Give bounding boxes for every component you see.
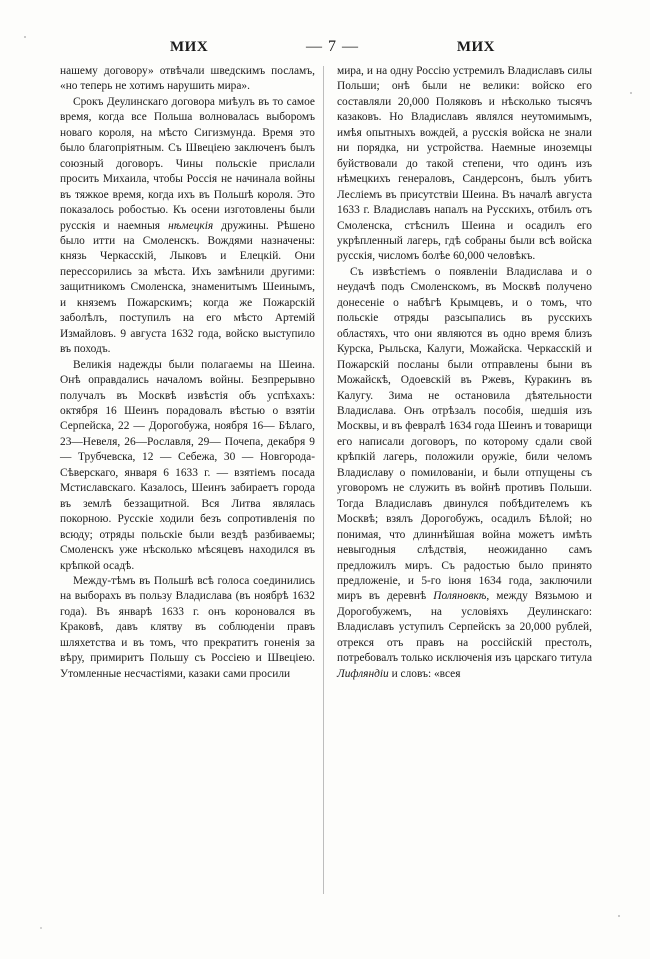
column-right xyxy=(337,64,592,894)
column-left xyxy=(60,64,315,894)
text-body xyxy=(60,64,592,894)
paragraph: мира, и на одну Россію устремилъ Владиславъ силы Польши; онѣ были не велики: войско его составляли 20,000 Поляковъ и нѣсколько тысячъ казаковъ. Но Владиславъ являлся неутомимымъ, имѣя опытныхъ вождей, а русскія войска не знали ни порядка, ни устройства. Наемные иноземцы буйствовали до такой степени, что одинъ изъ нѣмецкихъ генераловъ, Сандерсонъ, былъ убитъ Лесліемъ въ присутствіи Шеина. Въ началѣ августа 1633 г. Владиславъ напалъ на Русскихъ, отбилъ отъ Смоленска, стѣснилъ Шеина и осадилъ его укрѣпленный лагерь, гдѣ собраны были всѣ войска русскія, числомъ болѣе 60,000 человѣкъ. xyxy=(337,65,592,263)
speck-top-right xyxy=(630,92,632,94)
speck-bottom-left xyxy=(40,927,42,929)
paragraph: Съ извѣстіемъ о появленіи Владислава и о неудачѣ подъ Смоленскомъ, въ Москвѣ получено донесеніе о набѣгѣ Крымцевъ, и о томъ, что польскіе отряды разсыпались въ русскихъ областяхъ, что они являются въ одно время близъ Курска, Рыльска, Калуги, Можайска. Черкасскій и Пожарскій посланы были отправлены быни въ Можайскѣ, Одоевскій въ Ржевъ, Куракинъ въ Калугу. Зима не остановила дѣятельности Владислава. Онъ отрѣзалъ пособія, шедшія изъ Москвы, и въ февралѣ 1634 года Шеинъ и товарищи его написали договоръ, по которому сдали свой крѣпкій лагерь, положили оружіе, били челомъ Владиславу о помилованіи, и были отпущены съ уговоромъ не служить въ войнѣ противъ Польши. Тогда Владиславъ двинулся побѣдителемъ къ Москвѣ; взялъ Дорогобужъ, осадилъ Бѣлой; но понимая, что длиннѣйшая война можетъ имѣть невыгодныя слѣдствія, неожиданно самъ предложилъ миръ. Съ радостью было принято предложеніе, и 5-го іюня 1634 года, заключили миръ въ деревнѣ Поляновкѣ, между Вязьмою и Дорогобужемъ, на условіяхъ Деулинскаго: Владиславъ уступилъ Серпейскъ за 20,000 рублей, отрекся отъ правъ на россійскій престолъ, потребовалъ только исключенія изъ царскаго титула Лифляндіи и словъ: «всея xyxy=(337,265,592,680)
running-head-right: МИХ xyxy=(456,39,495,55)
paragraph: Между-тѣмъ въ Польшѣ всѣ голоса соединились на выборахъ въ пользу Владислава (въ ноябрѣ 1632 года). Въ январѣ 1633 г. онъ короновался въ Краковѣ, давъ клятву въ соблюденіи правъ шляхетства и въ томъ, что прекратитъ гоненія за вѣру, примиритъ Польшу съ Россіею и Швеціею. Утомленные несчастіями, казаки сами просили xyxy=(60,574,315,680)
page-number: — 7 — xyxy=(306,38,359,55)
running-head-left: МИХ xyxy=(170,39,209,55)
speck-bottom-right xyxy=(618,915,620,917)
page-header xyxy=(60,38,590,60)
paragraph: Срокъ Деулинскаго договора миѣулъ въ то самое время, когда все Польша волновалась выборомъ новаго короля, на мѣсто Сигизмунда. Время это было благопріятным. Съ Швеціею заключенъ былъ союзный договоръ. Чины польскіе прислали просить Михаила, чтобы Россія не начинала войны въ тяжкое время, когда ихъ въ Польшѣ короля. Это показалось робостью. Къ осени изготовлены были русскія и наемныя нѣмецкія дружины. Рѣшено было итти на Смоленскъ. Вождями назначены: князь Черкасскій, Лыковъ и Елецкій. Они перессорились за мѣста. Ихъ замѣнили другими: защитникомъ Смоленска, знаменитымъ Шеинымъ, и княземъ Пожарскимъ; когда же Пожарскій заболѣлъ, поступилъ на его мѣсто Артемій Измайловъ. 9 августа 1632 года, войско выступило въ походъ. xyxy=(60,95,315,356)
paragraph: нашему договору» отвѣчали шведскимъ посламъ, «но теперь не хотимъ нарушить мира». xyxy=(60,65,315,93)
paragraph: Великія надежды были полагаемы на Шеина. Онѣ оправдались началомъ войны. Безпрерывно получалъ въ Москвѣ извѣстія объ успѣхахъ: октября 16 Шеинъ порадовалъ вѣстью о взятіи Серпейска, 22 — Дорогобужа, ноября 16— Бѣлаго, 23—Невеля, 26—Рославля, 29— Почепа, декабря 9 — Трубчевска, 12 — Себежа, 30 — Новгорода-Сѣверскаго, января 6 1633 г. — взятіемъ посада Мстиславскаго. Казалось, Шеинъ забираетъ города въ землѣ беззащитной. Вся Литва являлась покорною. Русскіе ходили безъ сопротивленія по всюду; отряды польскіе были вездѣ разбиваемы; Смоленскъ уже нѣсколько мѣсяцевъ находился въ крѣпкой осадѣ. xyxy=(60,358,315,572)
speck-top-left xyxy=(24,36,26,38)
